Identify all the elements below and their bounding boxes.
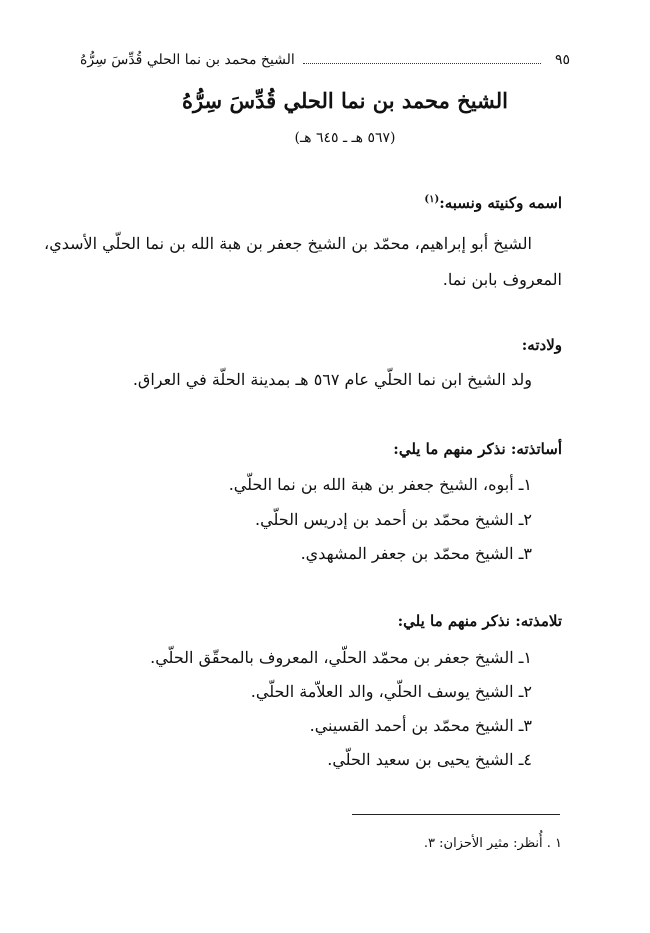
student-item-1: ١ـ الشيخ جعفر بن محمّد الحلّي، المعروف بالمحقّق الحلّي. — [150, 648, 532, 667]
running-header — [80, 52, 570, 68]
teacher-item-3: ٣ـ الشيخ محمّد بن جعفر المشهدي. — [300, 544, 532, 563]
student-item-2: ٢ـ الشيخ يوسف الحلّي، والد العلاّمة الحلّي. — [250, 682, 532, 701]
teacher-item-1: ١ـ أبوه، الشيخ جعفر بن هبة الله بن نما الحلّي. — [228, 475, 532, 494]
footnote-divider — [352, 814, 560, 815]
name-line-2: المعروف بابن نما. — [442, 270, 562, 289]
student-item-3: ٣ـ الشيخ محمّد بن أحمد القسيني. — [309, 716, 532, 735]
student-item-4: ٤ـ الشيخ يحيى بن سعيد الحلّي. — [327, 750, 532, 769]
running-header-title: الشيخ محمد بن نما الحلي قُدِّسَ سِرُّهُ — [80, 52, 295, 68]
section-heading-teachers: أساتذته: نذكر منهم ما يلي: — [393, 440, 562, 458]
section-heading-students: تلامذته: نذكر منهم ما يلي: — [397, 612, 562, 630]
footnote-text: ١ . أُنظر: مثير الأحزان: ٣. — [423, 836, 562, 851]
page-number: ٩٥ — [554, 52, 570, 68]
teacher-item-2: ٢ـ الشيخ محمّد بن أحمد بن إدريس الحلّي. — [255, 510, 532, 529]
footnote-reference[interactable]: (١) — [424, 194, 440, 205]
birth-text: ولد الشيخ ابن نما الحلّي عام ٥٦٧ هـ بمدينة الحلّة في العراق. — [132, 370, 532, 389]
section-heading-name — [424, 194, 562, 212]
page-title: الشيخ محمد بن نما الحلي قُدِّسَ سِرُّهُ — [181, 88, 509, 113]
section-heading-birth: ولادته: — [521, 336, 562, 354]
header-dot-leader — [303, 62, 541, 64]
name-line-1: الشيخ أبو إبراهيم، محمّد بن الشيخ جعفر بن هبة الله بن نما الحلّي الأسدي، — [44, 234, 532, 253]
heading-name-text: اسمه وكنيته ونسبه: — [439, 194, 562, 212]
life-dates: (٥٦٧ هـ ـ ٦٤٥ هـ) — [294, 130, 396, 146]
